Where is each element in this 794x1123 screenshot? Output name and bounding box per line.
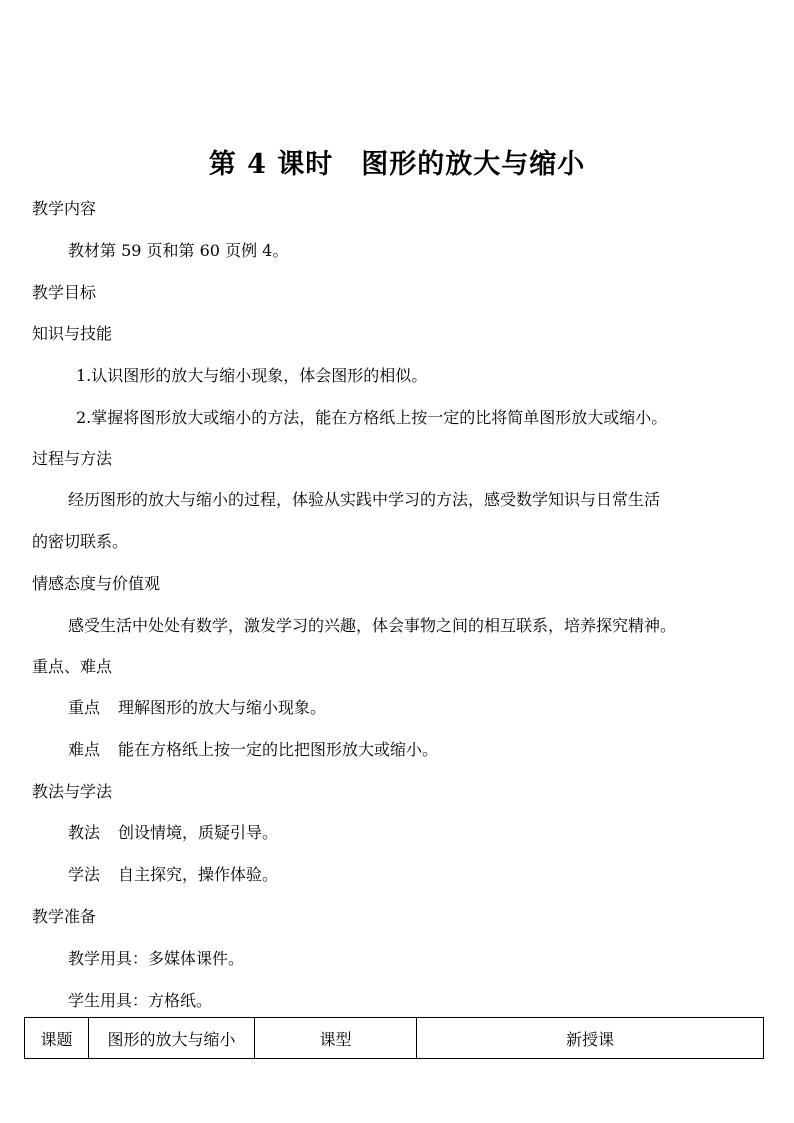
prep-heading: 教学准备 bbox=[32, 907, 97, 926]
key-point-text: 理解图形的放大与缩小现象。 bbox=[118, 698, 327, 717]
knowledge-heading: 知识与技能 bbox=[32, 324, 113, 343]
knowledge-item-1: 1.认识图形的放大与缩小现象，体会图形的相似。 bbox=[76, 366, 428, 385]
prep-student-tools: 学生用具：方格纸。 bbox=[68, 991, 213, 1010]
knowledge-item-2: 2.掌握将图形放大或缩小的方法，能在方格纸上按一定的比将简单图形放大或缩小。 bbox=[76, 408, 668, 427]
teaching-method-row bbox=[68, 820, 278, 843]
table-row bbox=[25, 1018, 764, 1059]
teaching-method-text: 创设情境，质疑引导。 bbox=[118, 823, 279, 842]
process-text-1: 经历图形的放大与缩小的过程，体验从实践中学习的方法，感受数学知识与日常生活 bbox=[68, 490, 661, 509]
difficult-point-label: 难点 bbox=[68, 740, 101, 759]
key-point-label: 重点 bbox=[68, 698, 101, 717]
topic-value-cell: 图形的放大与缩小 bbox=[89, 1018, 255, 1059]
difficult-point-row bbox=[68, 737, 438, 760]
process-heading: 过程与方法 bbox=[32, 449, 113, 468]
methods-heading: 教法与学法 bbox=[32, 782, 113, 801]
difficult-point-text: 能在方格纸上按一定的比把图形放大或缩小。 bbox=[118, 740, 439, 759]
goals-heading: 教学目标 bbox=[32, 283, 97, 302]
learning-method-row bbox=[68, 862, 278, 885]
process-text-2: 的密切联系。 bbox=[32, 532, 129, 551]
teaching-method-label: 教法 bbox=[68, 823, 101, 842]
lesson-info-table bbox=[24, 1017, 764, 1059]
key-point-row bbox=[68, 695, 326, 718]
page-title: 第 4 课时 图形的放大与缩小 bbox=[208, 149, 586, 180]
content-text: 教材第 59 页和第 60 页例 4。 bbox=[68, 241, 289, 260]
keypoints-heading: 重点、难点 bbox=[32, 657, 113, 676]
topic-label-cell: 课题 bbox=[25, 1018, 89, 1059]
learning-method-text: 自主探究，操作体验。 bbox=[118, 865, 279, 884]
type-label-cell: 课型 bbox=[255, 1018, 417, 1059]
learning-method-label: 学法 bbox=[68, 865, 101, 884]
type-value-cell: 新授课 bbox=[417, 1018, 764, 1059]
content-heading: 教学内容 bbox=[32, 199, 97, 218]
emotion-heading: 情感态度与价值观 bbox=[32, 574, 161, 593]
emotion-text: 感受生活中处处有数学，激发学习的兴趣，体会事物之间的相互联系，培养探究精神。 bbox=[68, 616, 677, 635]
prep-teacher-tools: 教学用具：多媒体课件。 bbox=[68, 949, 245, 968]
